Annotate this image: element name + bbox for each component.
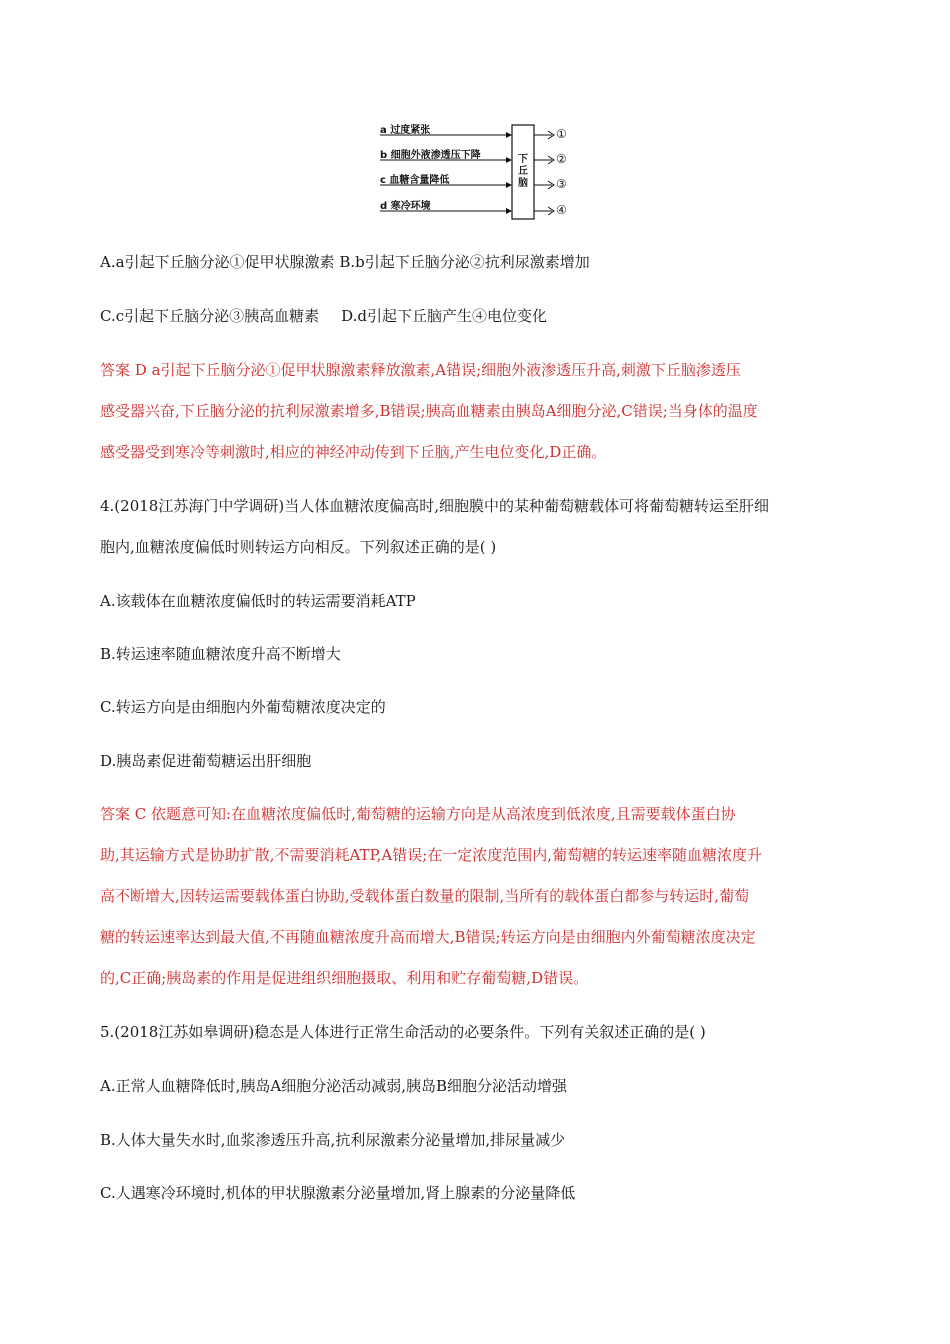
hypothalamus-diagram xyxy=(376,118,586,223)
q4-answer-line-4: 糖的转运速率达到最大值,不再随血糖浓度升高而增大,B错误;转运方向是由细胞内外葡萄糖浓度决定 xyxy=(100,928,756,946)
box-char-3: 脑 xyxy=(518,178,528,189)
q4-option-d: D.胰岛素促进葡萄糖运出肝细胞 xyxy=(100,752,312,770)
q5-option-b: B.人体大量失水时,血浆渗透压升高,抗利尿激素分泌量增加,排尿量减少 xyxy=(100,1131,566,1149)
q4-answer-line-3: 高不断增大,因转运需要载体蛋白协助,受载体蛋白数量的限制,当所有的载体蛋白都参与转运时,葡萄 xyxy=(100,887,750,905)
output-2: ② xyxy=(556,152,567,166)
q3-options-line-1: A.a引起下丘脑分泌①促甲状腺激素 B.b引起下丘脑分泌②抗利尿激素增加 xyxy=(100,253,590,271)
output-1: ① xyxy=(556,127,567,141)
q3-answer-line-1: 答案 D a引起下丘脑分泌①促甲状腺激素释放激素,A错误;细胞外液渗透压升高,刺激下丘脑渗透压 xyxy=(100,361,741,379)
input-label-d: d 寒冷环境 xyxy=(380,201,431,212)
q4-answer-line-1: 答案 C 依题意可知:在血糖浓度偏低时,葡萄糖的运输方向是从高浓度到低浓度,且需要载体蛋白协 xyxy=(100,805,736,823)
output-3: ③ xyxy=(556,177,567,191)
q5-option-c: C.人遇寒冷环境时,机体的甲状腺激素分泌量增加,肾上腺素的分泌量降低 xyxy=(100,1184,576,1202)
q4-stem-line-1: 4.(2018江苏海门中学调研)当人体血糖浓度偏高时,细胞膜中的某种葡萄糖载体可将葡萄糖转运至肝细 xyxy=(100,497,769,515)
q4-option-a: A.该载体在血糖浓度偏低时的转运需要消耗ATP xyxy=(100,592,416,610)
q3-options-line-2 xyxy=(100,306,547,326)
q3-option-d: D.d引起下丘脑产生④电位变化 xyxy=(341,307,547,325)
q3-answer-line-2: 感受器兴奋,下丘脑分泌的抗利尿激素增多,B错误;胰高血糖素由胰岛A细胞分泌,C错误;当身体的温度 xyxy=(100,402,758,420)
input-label-c: c 血糖含量降低 xyxy=(380,175,450,186)
q3-answer-line-3: 感受器受到寒冷等刺激时,相应的神经冲动传到下丘脑,产生电位变化,D正确。 xyxy=(100,443,607,461)
q4-option-b: B.转运速率随血糖浓度升高不断增大 xyxy=(100,645,341,663)
q5-stem: 5.(2018江苏如皋调研)稳态是人体进行正常生命活动的必要条件。下列有关叙述正确的是( ) xyxy=(100,1023,706,1041)
input-label-b: b 细胞外液渗透压下降 xyxy=(380,150,481,161)
box-char-1: 下 xyxy=(518,154,528,165)
q4-answer-line-5: 的,C正确;胰岛素的作用是促进组织细胞摄取、利用和贮存葡萄糖,D错误。 xyxy=(100,969,589,987)
q3-option-c: C.c引起下丘脑分泌③胰高血糖素 xyxy=(100,307,320,325)
q4-answer-line-2: 助,其运输方式是协助扩散,不需要消耗ATP,A错误;在一定浓度范围内,葡萄糖的转运速率随血糖浓度升 xyxy=(100,846,763,864)
q4-option-c: C.转运方向是由细胞内外葡萄糖浓度决定的 xyxy=(100,698,386,716)
output-4: ④ xyxy=(556,203,567,217)
box-char-2: 丘 xyxy=(518,166,528,177)
q4-stem-line-2: 胞内,血糖浓度偏低时则转运方向相反。下列叙述正确的是( ) xyxy=(100,538,497,556)
q5-option-a: A.正常人血糖降低时,胰岛A细胞分泌活动减弱,胰岛B细胞分泌活动增强 xyxy=(100,1077,567,1095)
input-label-a: a 过度紧张 xyxy=(380,125,431,136)
